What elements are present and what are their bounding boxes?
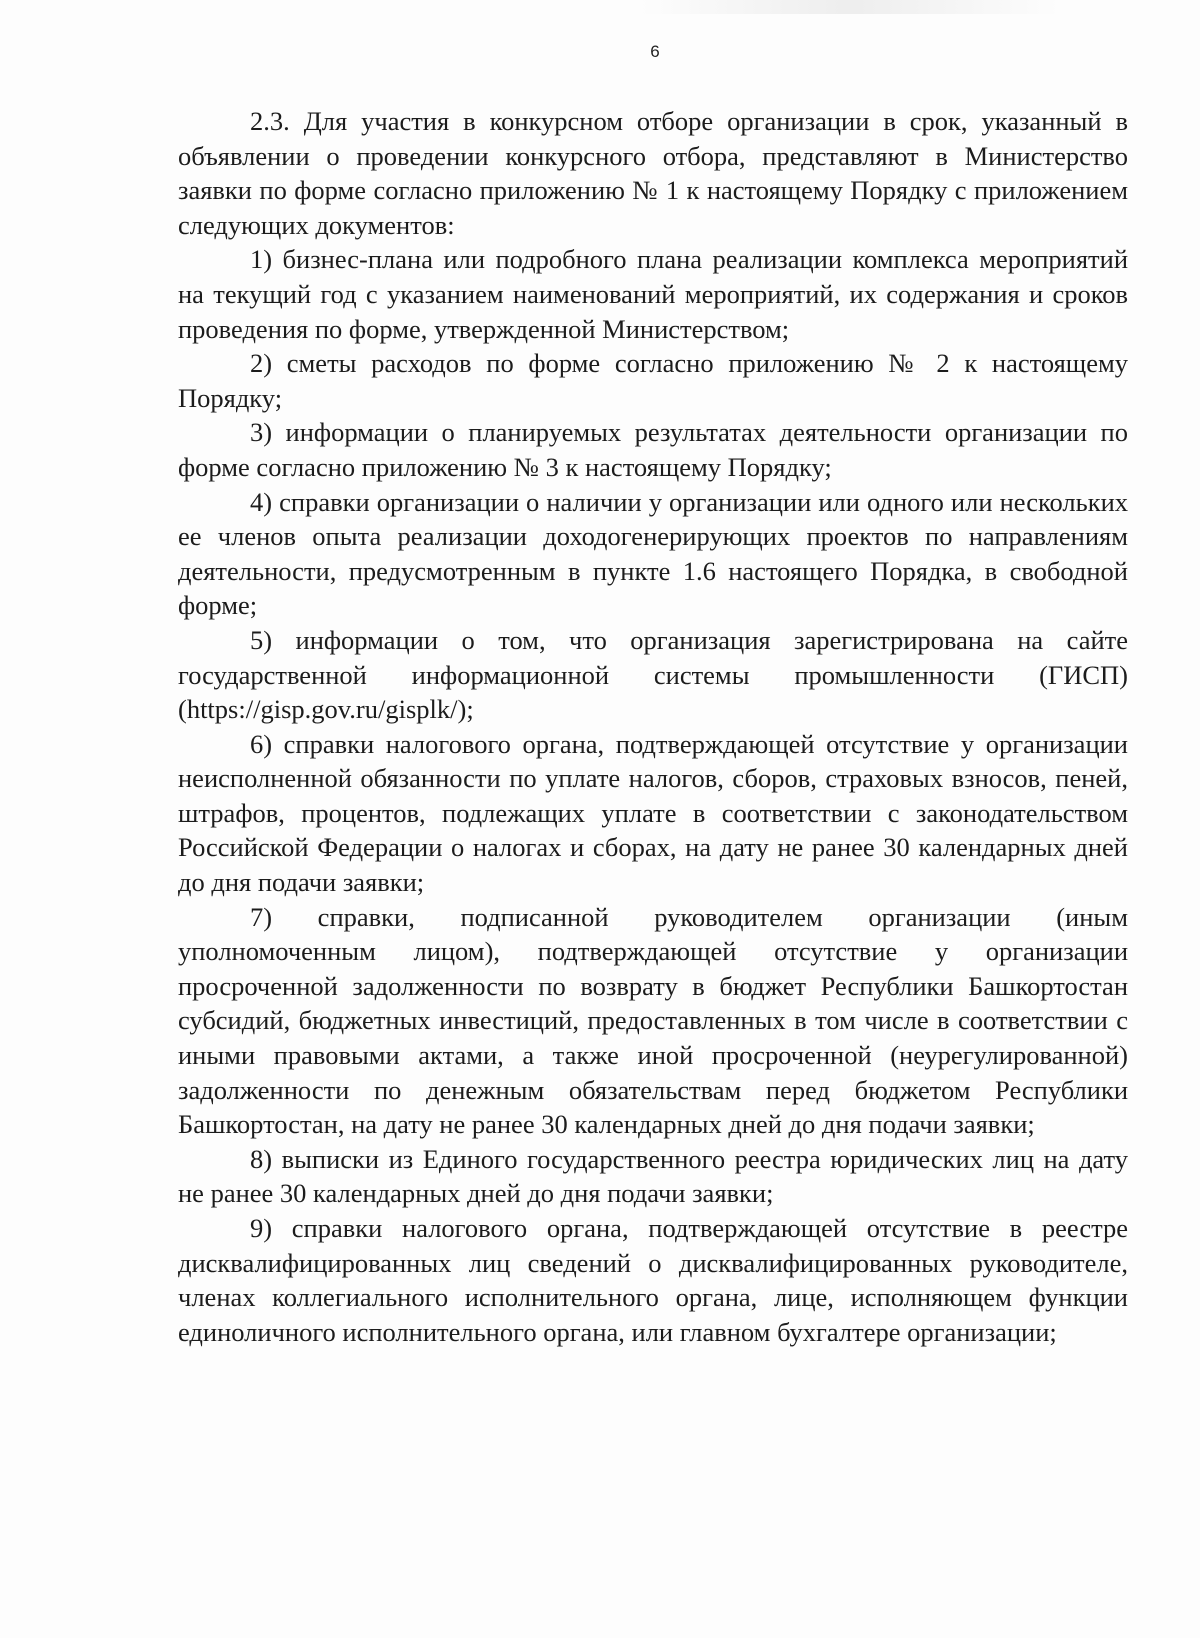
- list-item-1: 1) бизнес-плана или подробного плана реализации комплекса мероприятий на текущий год с указанием наименований мероприятий, их содержания и сроков проведения по форме, утвержденной Министерством;: [178, 244, 1128, 344]
- list-item-6: 6) справки налогового органа, подтверждающей отсутствие у организации неисполненной обязанности по уплате налогов, сборов, страховых взносов, пеней, штрафов, процентов, подлежащих уплате в соответствии с законодательством Российской Федерации о налогах и сборах, на дату не ранее 30 календарных дней до дня подачи заявки;: [178, 728, 1128, 898]
- document-body: [178, 104, 1128, 1349]
- list-item-4: 4) справки организации о наличии у организации или одного или нескольких ее членов опыта реализации доходогенерирующих проектов по направлениям деятельности, предусмотренным в пункте 1.6 настоящего Порядка, в свободной форме;: [178, 486, 1128, 621]
- list-item-9: 9) справки налогового органа, подтверждающей отсутствие в реестре дисквалифицированных лиц сведений о дисквалифицированных руководителе, членах коллегиального исполнительного органа, лице, исполняющем функции единоличного исполнительного органа, или главном бухгалтере организации;: [178, 1213, 1128, 1347]
- list-item-5: 5) информации о том, что организация зарегистрирована на сайте государственной информационной системы промышленности (ГИСП) (https://gisp.gov.ru/gisplk/);: [178, 624, 1128, 725]
- list-item-2: 2) сметы расходов по форме согласно приложению № 2 к настоящему Порядку;: [178, 348, 1128, 413]
- page-number: 6: [650, 42, 660, 61]
- paragraph-2-3: 2.3. Для участия в конкурсном отборе организации в срок, указанный в объявлении о проведении конкурсного отбора, представляют в Министерство заявки по форме согласно приложению № 1 к настоящему Порядку с приложением следующих документов:: [178, 106, 1128, 240]
- scan-artifact: [640, 0, 1060, 14]
- list-item-8: 8) выписки из Единого государственного реестра юридических лиц на дату не ранее 30 календарных дней до дня подачи заявки;: [178, 1143, 1128, 1209]
- list-item-3: 3) информации о планируемых результатах деятельности организации по форме согласно приложению № 3 к настоящему Порядку;: [178, 417, 1128, 482]
- list-item-7: 7) справки, подписанной руководителем организации (иным уполномоченным лицом), подтверждающей отсутствие у организации просроченной задолженности по возврату в бюджет Республики Башкортостан субсидий, бюджетных инвестиций, предоставленных в том числе в соответствии с иными правовыми актами, а также иной просроченной (неурегулированной) задолженности по денежным обязательствам перед бюджетом Республики Башкортостан, на дату не ранее 30 календарных дней до дня подачи заявки;: [178, 901, 1128, 1140]
